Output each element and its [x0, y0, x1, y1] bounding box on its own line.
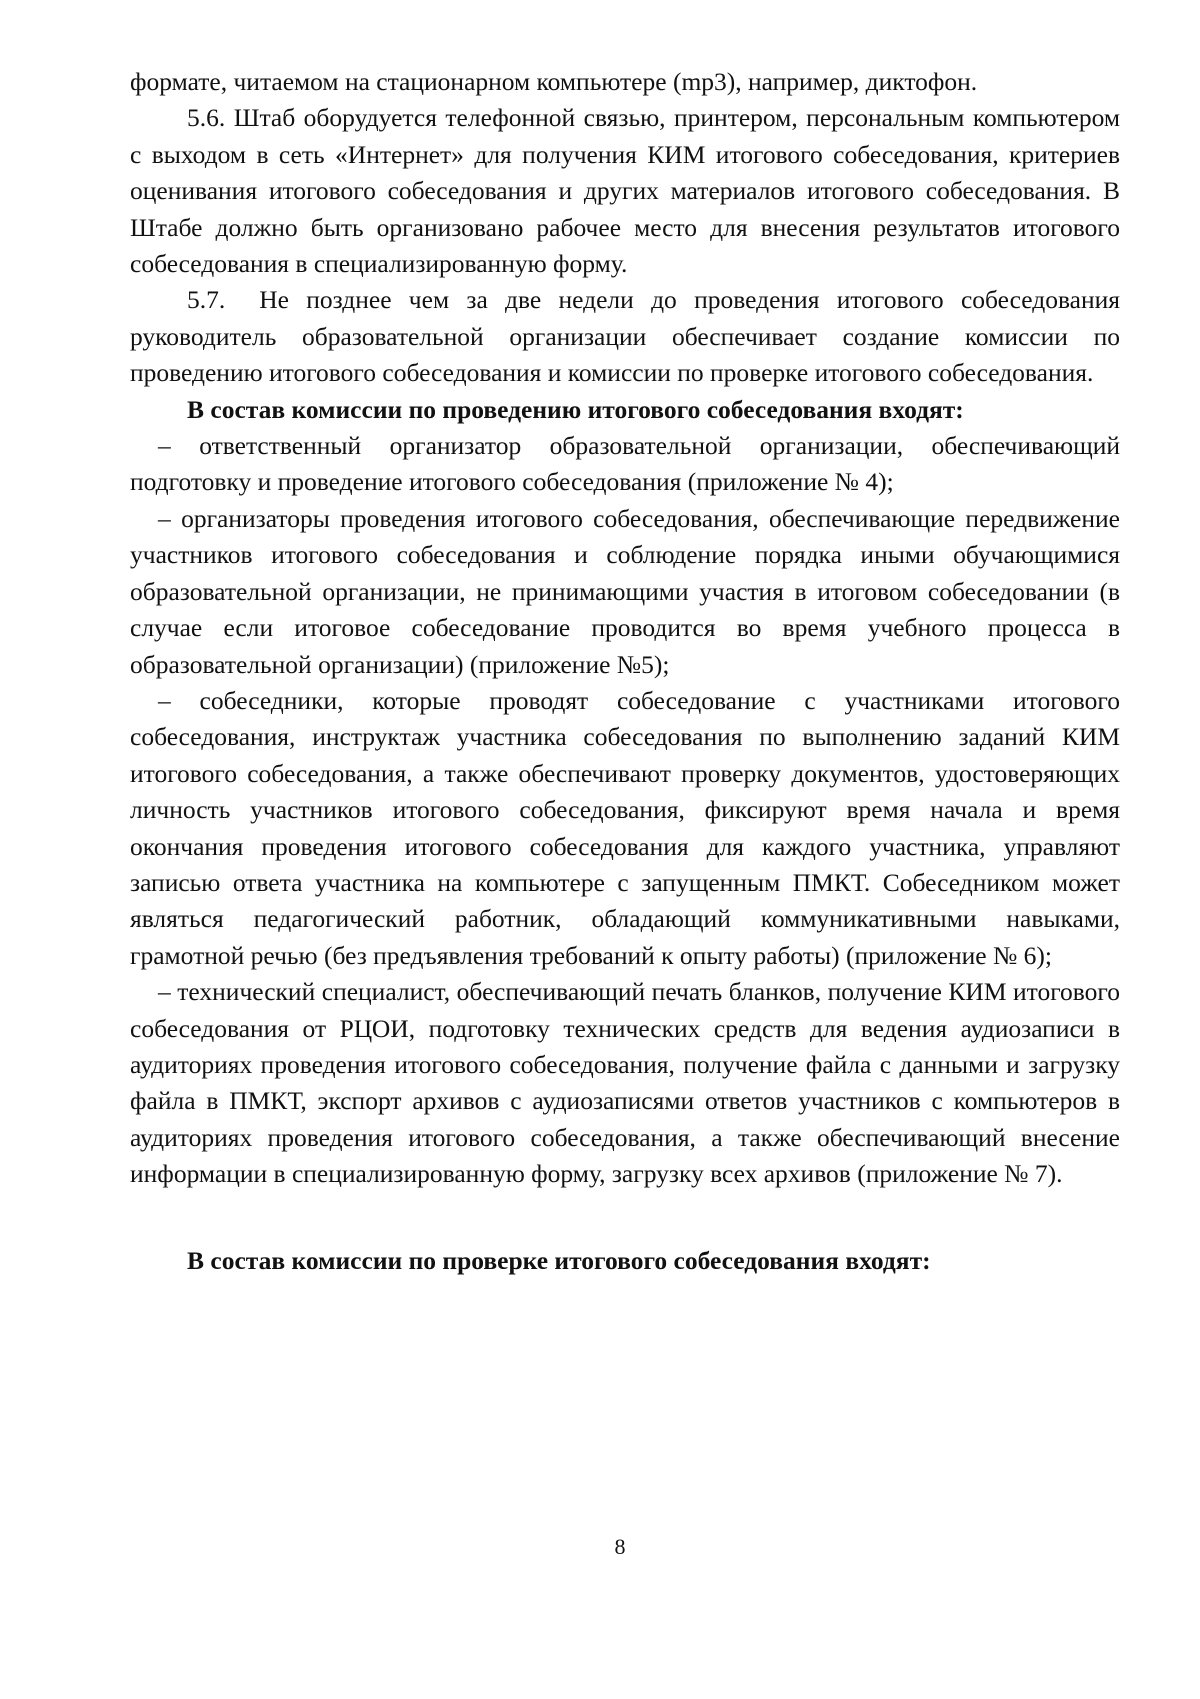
document-page: [130, 64, 1120, 1279]
paragraph-continuation: формате, читаемом на стационарном компьютере (mp3), например, диктофон.: [130, 67, 978, 96]
page-number: 8: [614, 1534, 626, 1559]
list-item-technical-specialist: – технический специалист, обеспечивающий печать бланков, получение КИМ итогового собеседования от РЦОИ, подготовку технических средств для ведения аудиозаписи в аудиториях проведения итогового собеседования, получение файла с данными и загрузку файла в ПМКТ, экспорт архивов с аудиозаписями ответов участников с компьютеров в аудиториях проведения итогового собеседования, а также обеспечивающий внесение информации в специализированную форму, загрузку всех архивов (приложение № 7).: [130, 977, 1120, 1189]
list-item-responsible-organizer: – ответственный организатор образовательной организации, обеспечивающий подготовку и проведение итогового собеседования (приложение № 4);: [130, 431, 1120, 497]
heading-commission-conduct: В состав комиссии по проведению итогового собеседования входят:: [187, 394, 964, 424]
heading-commission-check: В состав комиссии по проверке итогового собеседования входят:: [187, 1245, 931, 1275]
paragraph-5-6: 5.6. Штаб оборудуется телефонной связью, принтером, персональным компьютером с выходом в сеть «Интернет» для получения КИМ итогового собеседования, критериев оценивания итогового собеседования и других материалов итогового собеседования. В Штабе должно быть организовано рабочее место для внесения результатов итогового собеседования в специализированную форму.: [130, 103, 1120, 279]
list-item-organizers: – организаторы проведения итогового собеседования, обеспечивающие передвижение участников итогового собеседования и соблюдение порядка иными обучающимися образовательной организации, не принимающими участия в итоговом собеседовании (в случае если итоговое собеседование проводится во время учебного процесса в образовательной организации) (приложение №5);: [130, 503, 1120, 679]
paragraph-5-7-text: Не позднее чем за две недели до проведения итогового собеседования руководитель образовательной организации обеспечивает создание комиссии по проведению итогового собеседования и комиссии по проверке итогового собеседования.: [130, 285, 1120, 388]
paragraph-5-7: [130, 282, 1120, 391]
paragraph-5-7-number: 5.7.: [187, 285, 226, 315]
list-item-interlocutors: – собеседники, которые проводят собеседование с участниками итогового собеседования, инструктаж участника собеседования по выполнению заданий КИМ итогового собеседования, а также обеспечивают проверку документов, удостоверяющих личность участников итогового собеседования, фиксируют время начала и время окончания проведения итогового собеседования для каждого участника, управляют записью ответа участника на компьютере с запущенным ПМКТ. Собеседником может являться педагогический работник, обладающий коммуникативными навыками, грамотной речью (без предъявления требований к опыту работы) (приложение № 6);: [130, 685, 1120, 970]
